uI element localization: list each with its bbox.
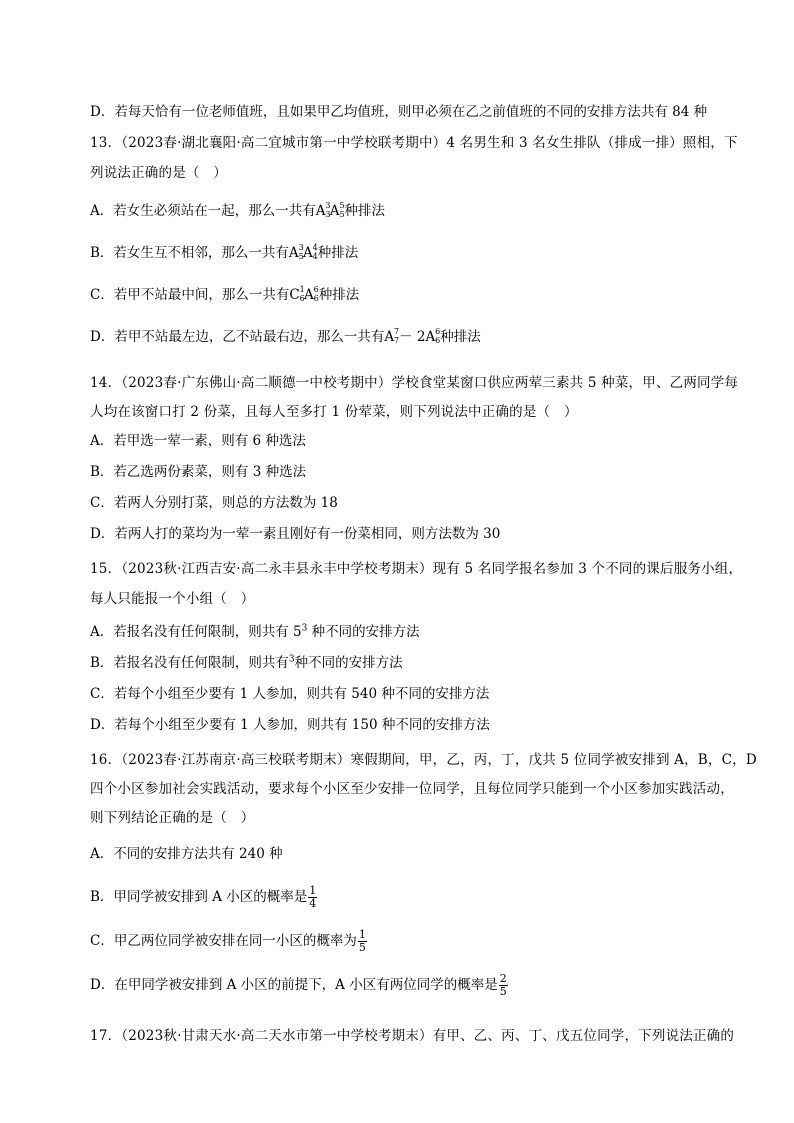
q12-option-d: D．若每天恰有一位老师值班，且如果甲乙均值班，则甲必须在乙之前值班的不同的安排方法共有 84 种 xyxy=(90,104,708,120)
q13-option-d: D．若甲不站最左边，乙不站最右边，那么一共有A 7 7 － 2A 6 6 种排法 xyxy=(90,327,481,345)
q15-option-d: D．若每个小组至少要有 1 人参加，则共有 150 种不同的安排方法 xyxy=(90,717,490,733)
perm-expression: A 7 7 xyxy=(384,327,400,345)
q13-option-c: C．若甲不站最中间，那么一共有C 1 6 A 6 6 种排法 xyxy=(90,285,360,303)
q17-stem-line1: 17．（2023秋·甘肃天水·高二天水市第一中学校考期末）有甲、乙、丙、丁、戊五位同学，下列说法正确的 xyxy=(90,1028,735,1044)
q16-option-c: C．甲乙两位同学被安排在同一小区的概率为 $\frac{1}{5}$ xyxy=(90,928,366,954)
fraction: $\frac{1}{4}$ xyxy=(309,884,317,910)
q16-option-b: B．甲同学被安排到 A 小区的概率是 $\frac{1}{4}$ xyxy=(90,884,317,910)
q15-option-c: C．若每个小组至少要有 1 人参加，则共有 540 种不同的安排方法 xyxy=(90,686,490,702)
q14-stem-line2: 人均在该窗口打 2 份菜，且每人至多打 1 份荤菜，则下列说法中正确的是（ ） xyxy=(90,404,578,420)
q14-option-a: A．若甲选一荤一素，则有 6 种选法 xyxy=(90,433,306,449)
q15-option-a: A．若报名没有任何限制，则共有 $5^3$ 种不同的安排方法 xyxy=(90,623,420,640)
q14-option-b: B．若乙选两份素菜，则有 3 种选法 xyxy=(90,464,307,480)
q16-stem-line3: 则下列结论正确的是（ ） xyxy=(90,810,255,826)
q13-option-b: B．若女生互不相邻，那么一共有A 3 5 A 4 4 种排法 xyxy=(90,243,359,261)
q16-stem-line1: 16．（2023春·江苏南京·高三校联考期末）寒假期间，甲，乙，丙，丁，戊共 5 位同学被安排到 A，B，C，D xyxy=(90,752,757,768)
q14-stem-line1: 14．（2023春·广东佛山·高二顺德一中校考期中）学校食堂某窗口供应两荤三素共 5 种菜，甲、乙两同学每 xyxy=(90,375,739,391)
q14-option-c: C．若两人分别打菜，则总的方法数为 18 xyxy=(90,495,338,511)
perm-expression: A 3 5 A 4 4 xyxy=(288,243,318,261)
q13-stem-line1: 13．（2023春·湖北襄阳·高二宜城市第一中学校联考期中）4 名男生和 3 名女生排队（排成一排）照相，下 xyxy=(90,135,738,151)
perm-expression: A 6 6 xyxy=(425,327,441,345)
perm-expression: A 3 3 A 5 5 xyxy=(315,201,345,219)
comb-expression: C 1 6 A 6 6 xyxy=(289,285,319,303)
q15-stem-line1: 15．（2023秋·江西吉安·高二永丰县永丰中学校考期末）现有 5 名同学报名参加 3 个不同的课后服务小组， xyxy=(90,561,743,577)
q16-option-d: D．在甲同学被安排到 A 小区的前提下，A 小区有两位同学的概率是 $\frac{2}{5}$ xyxy=(90,972,507,998)
q14-option-d: D．若两人打的菜均为一荤一素且刚好有一份菜相同，则方法数为 30 xyxy=(90,526,501,542)
q13-option-a: A．若女生必须站在一起，那么一共有A 3 3 A 5 5 种排法 xyxy=(90,201,386,219)
q15-option-b: B．若报名没有任何限制，则共有$^3$种不同的安排方法 xyxy=(90,654,403,671)
q16-option-a: A．不同的安排方法共有 240 种 xyxy=(90,846,283,862)
fraction: $\frac{1}{5}$ xyxy=(358,928,366,954)
fraction: $\frac{2}{5}$ xyxy=(499,972,507,998)
q15-stem-line2: 每人只能报一个小组（ ） xyxy=(90,591,255,607)
q16-stem-line2: 四个小区参加社会实践活动，要求每个小区至少安排一位同学，且每位同学只能到一个小区参加实践活动， xyxy=(90,781,734,797)
q13-stem-line2: 列说法正确的是（ ） xyxy=(90,165,227,181)
